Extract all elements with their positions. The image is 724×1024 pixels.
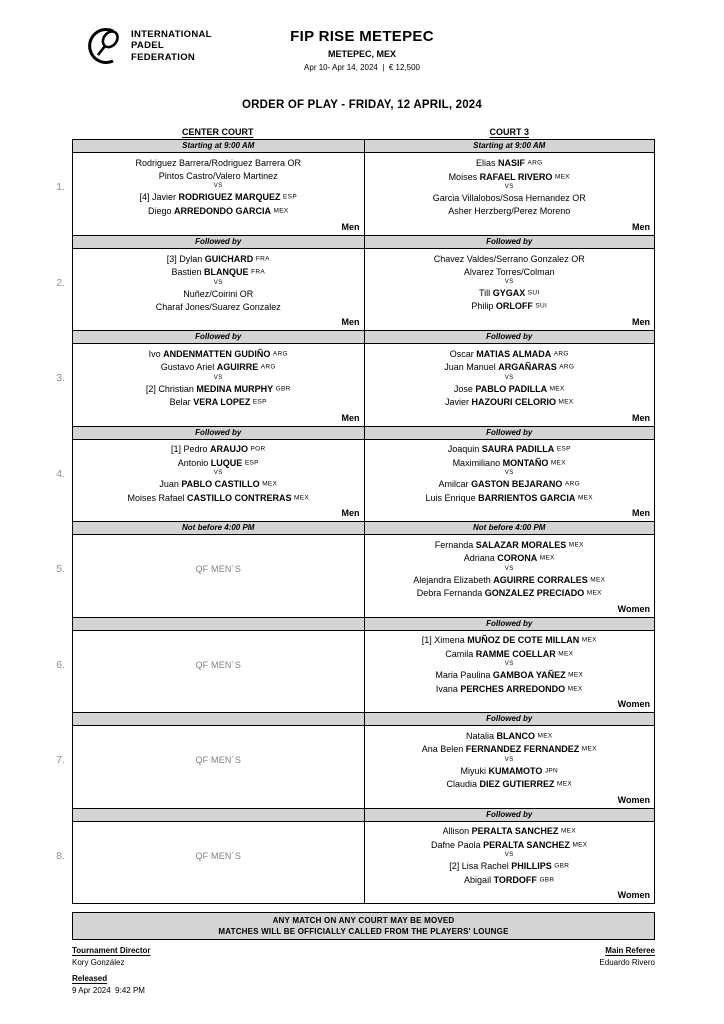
footer <box>72 946 655 995</box>
schedule-row <box>56 235 654 331</box>
player-line <box>436 683 583 696</box>
country-code: MEX <box>590 576 606 584</box>
player-firstname: [3] Dylan <box>166 253 205 264</box>
schedule-row <box>56 808 654 904</box>
notice-line: ANY MATCH ON ANY COURT MAY BE MOVED <box>272 916 455 925</box>
main-referee-name: Eduardo Rivero <box>599 958 655 967</box>
vs-label: VS <box>504 278 514 285</box>
player-lastname: GYGAX <box>492 287 526 298</box>
player-line <box>460 765 558 778</box>
player-lastname: PERCHES ARREDONDO <box>460 683 566 694</box>
vs-label: VS <box>504 184 514 191</box>
player-line <box>454 383 565 396</box>
player-lastname: PERALTA SANCHEZ <box>483 839 570 850</box>
match-body <box>365 726 655 795</box>
player-firstname: [2] Lisa Rachel <box>449 861 512 872</box>
match-cell <box>364 427 655 522</box>
country-code: ARG <box>272 350 288 358</box>
country-code: SUI <box>535 302 548 310</box>
match-placeholder: QF MEN´S <box>195 850 242 861</box>
player-firstname: Amilcar <box>438 479 472 490</box>
country-code: MEX <box>549 385 565 393</box>
player-lastname: KUMAMOTO <box>488 765 543 776</box>
match-time-header: Followed by <box>73 236 364 249</box>
match-cell <box>364 809 655 904</box>
player-line <box>127 492 309 505</box>
player-line <box>449 171 570 184</box>
row-number: 4. <box>56 467 65 480</box>
schedule-row <box>56 712 654 808</box>
match-cell <box>73 331 364 426</box>
player-firstname: Abigail <box>464 874 494 885</box>
player-firstname: Bastien <box>171 267 205 278</box>
qualifier-line: Alvarez Torres/Colman <box>463 266 555 277</box>
court-header-court-3: COURT 3 <box>489 127 529 137</box>
player-firstname: Luis Enrique <box>425 492 479 503</box>
player-firstname: Juan <box>159 479 182 490</box>
player-lastname: MUÑOZ DE COTE MILLAN <box>467 635 580 646</box>
player-firstname: Antonio <box>177 457 211 468</box>
match-body <box>73 535 364 604</box>
match-time-header: Followed by <box>73 427 364 440</box>
country-code: ESP <box>252 398 267 406</box>
player-lastname: TORDOFF <box>493 874 537 885</box>
qualifier-line: Garcia Villalobos/Sosa Hernandez OR <box>432 193 586 204</box>
schedule-row <box>56 617 654 713</box>
country-code: MEX <box>558 398 574 406</box>
player-line <box>172 266 265 279</box>
player-lastname: CORONA <box>497 553 538 564</box>
schedule-row <box>56 140 654 235</box>
player-line <box>464 874 554 887</box>
country-code: POR <box>250 445 266 453</box>
country-code: MEX <box>539 554 555 562</box>
player-firstname: Belar <box>169 397 194 408</box>
player-firstname: Dafne Paola <box>431 839 484 850</box>
player-lastname: CASTILLO CONTRERAS <box>187 492 292 503</box>
qualifier-line: Charaf Jones/Suarez Gonzalez <box>155 301 281 312</box>
player-lastname: GUICHARD <box>204 253 254 264</box>
player-firstname: Natalia <box>465 730 497 741</box>
match-body <box>365 249 655 318</box>
match-time-header: Starting at 9:00 AM <box>73 140 364 153</box>
player-lastname: RAFAEL RIVERO <box>479 171 553 182</box>
gender-label: Women <box>617 794 650 805</box>
gender-label: Men <box>341 221 360 232</box>
player-line <box>426 492 593 505</box>
player-line <box>450 348 569 361</box>
qualifier-line: Rodriguez Barrera/Rodriguez Barrera OR <box>135 158 302 169</box>
country-code: ARG <box>564 480 580 488</box>
player-firstname: Maximiliano <box>452 457 503 468</box>
player-line <box>443 825 576 838</box>
player-line <box>449 860 569 873</box>
player-line <box>479 287 539 300</box>
country-code: GBR <box>275 385 291 393</box>
player-line <box>446 778 572 791</box>
country-code: SUI <box>527 289 540 297</box>
country-code: MEX <box>273 207 289 215</box>
qualifier-line: Asher Herzberg/Perez Moreno <box>448 206 571 217</box>
match-cell <box>73 140 364 235</box>
order-of-play-title: ORDER OF PLAY - FRIDAY, 12 APRIL, 2024 <box>241 99 482 111</box>
row-number: 6. <box>56 658 65 671</box>
country-code: MEX <box>567 685 583 693</box>
player-firstname: Juan Manuel <box>444 362 499 373</box>
player-lastname: PABLO PADILLA <box>475 383 548 394</box>
match-body <box>365 822 655 891</box>
match-time-header: Followed by <box>365 331 655 344</box>
row-number: 8. <box>56 849 65 862</box>
player-lastname: BLANCO <box>496 730 535 741</box>
player-line <box>431 839 587 852</box>
player-lastname: ARREDONDO GARCIA <box>173 205 271 216</box>
player-lastname: SALAZAR MORALES <box>475 539 567 550</box>
player-line <box>445 396 574 409</box>
player-line <box>159 478 277 491</box>
match-time-header: Starting at 9:00 AM <box>365 140 655 153</box>
player-line <box>167 253 270 266</box>
player-line <box>148 205 289 218</box>
row-number: 5. <box>56 563 65 576</box>
schedule-row <box>56 521 654 617</box>
player-line <box>140 191 297 204</box>
player-lastname: HAZOURI CELORIO <box>471 397 556 408</box>
match-body <box>73 153 364 222</box>
match-time-header: Followed by <box>365 427 655 440</box>
match-cell <box>73 618 364 713</box>
main-referee-label: Main Referee <box>605 946 655 955</box>
released-datetime: 9 Apr 2024 9:42 PM <box>72 986 145 995</box>
player-firstname: Moises <box>448 171 480 182</box>
schedule-table <box>56 139 655 904</box>
tournament-title: FIP RISE METEPEC <box>290 28 434 45</box>
court-headers <box>72 127 655 137</box>
country-code: ESP <box>556 445 571 453</box>
ipf-logo-block <box>84 24 212 68</box>
player-firstname: Ivo <box>148 348 164 359</box>
player-line <box>417 587 602 600</box>
match-cell <box>364 522 655 617</box>
player-line <box>453 457 566 470</box>
player-line <box>413 574 605 587</box>
country-code: MEX <box>581 745 597 753</box>
match-cell <box>73 236 364 331</box>
footer-left <box>72 946 151 995</box>
logo-line: INTERNATIONAL <box>131 28 212 40</box>
player-line <box>149 348 288 361</box>
player-firstname: Miyuki <box>460 765 489 776</box>
match-time-header <box>73 809 364 822</box>
match-cell <box>364 331 655 426</box>
player-firstname: Diego <box>147 205 174 216</box>
notice-band <box>72 912 655 940</box>
match-body <box>73 440 364 509</box>
country-code: MEX <box>550 459 566 467</box>
country-code: JPN <box>544 767 559 775</box>
player-lastname: PABLO CASTILLO <box>181 479 260 490</box>
match-body <box>73 822 364 891</box>
player-line <box>464 552 555 565</box>
vs-label: VS <box>213 374 223 381</box>
match-body <box>73 631 364 700</box>
gender-label <box>73 699 364 712</box>
player-lastname: ORLOFF <box>495 301 533 312</box>
player-lastname: DIEZ GUTIERREZ <box>479 779 555 790</box>
court-header-center-court: CENTER COURT <box>182 127 254 137</box>
player-firstname: Ivana <box>435 683 461 694</box>
vs-label: VS <box>504 852 514 859</box>
player-line <box>422 634 597 647</box>
row-number: 2. <box>56 276 65 289</box>
player-lastname: ARAUJO <box>210 444 249 455</box>
country-code: MEX <box>558 650 574 658</box>
match-cell <box>364 618 655 713</box>
player-lastname: FERNANDEZ FERNANDEZ <box>465 744 580 755</box>
player-lastname: GAMBOA YAÑEZ <box>492 670 566 681</box>
player-firstname: Gustavo Ariel <box>160 362 217 373</box>
country-code: MEX <box>554 173 570 181</box>
player-lastname: AGUIRRE CORRALES <box>493 574 588 585</box>
country-code: MEX <box>568 671 584 679</box>
player-lastname: PERALTA SANCHEZ <box>471 826 559 837</box>
gender-label <box>73 604 364 617</box>
player-line <box>448 443 571 456</box>
player-firstname: Maria Paulina <box>435 670 493 681</box>
gender-label: Men <box>341 412 360 423</box>
player-lastname: GONZALEZ PRECIADO <box>484 588 585 599</box>
match-time-header: Followed by <box>365 713 655 726</box>
match-cell <box>364 140 655 235</box>
match-placeholder: QF MEN´S <box>195 564 242 575</box>
match-body <box>365 344 655 413</box>
player-line <box>439 478 580 491</box>
gender-label: Men <box>632 317 650 327</box>
country-code: MEX <box>568 541 584 549</box>
country-code: MEX <box>537 732 553 740</box>
player-firstname: Philip <box>471 301 496 312</box>
row-number: 1. <box>56 181 65 194</box>
player-lastname: GASTON BEJARANO <box>471 479 563 490</box>
player-line <box>435 669 583 682</box>
vs-label: VS <box>504 374 514 381</box>
player-firstname: Till <box>479 287 493 298</box>
match-body <box>365 153 655 222</box>
row-number: 3. <box>56 372 65 385</box>
match-body <box>365 440 655 509</box>
player-firstname: [1] Pedro <box>170 444 210 455</box>
player-lastname: MONTAÑO <box>502 457 549 468</box>
player-firstname: Joaquin <box>447 444 482 455</box>
player-lastname: LUQUE <box>210 457 243 468</box>
gender-label: Men <box>632 508 650 518</box>
player-lastname: AGUIRRE <box>216 362 259 373</box>
logo-line: PADEL <box>131 40 164 52</box>
gender-label: Women <box>617 603 650 614</box>
country-code: ARG <box>260 363 276 371</box>
player-lastname: ARGAÑARAS <box>498 362 557 373</box>
player-line <box>170 396 267 409</box>
gender-label: Men <box>632 221 650 232</box>
gender-label: Women <box>617 699 650 709</box>
vs-label: VS <box>213 183 223 190</box>
player-firstname: Fernanda <box>434 539 476 550</box>
ipf-logo-icon <box>84 24 124 68</box>
player-firstname: [4] Javier <box>139 192 179 203</box>
player-firstname: Ana Belen <box>421 744 466 755</box>
match-placeholder: QF MEN´S <box>195 659 242 670</box>
player-lastname: MATIAS ALMADA <box>476 348 552 359</box>
player-line <box>476 157 543 170</box>
vs-label: VS <box>504 756 514 763</box>
vs-label: VS <box>504 470 514 477</box>
player-firstname: Oscar <box>449 348 477 359</box>
player-firstname: Allison <box>442 826 472 837</box>
country-code: MEX <box>557 780 573 788</box>
gender-label: Men <box>341 508 360 518</box>
player-firstname: [2] Christian <box>145 383 197 394</box>
player-firstname: [1] Ximena <box>421 635 468 646</box>
tournament-director-label: Tournament Director <box>72 946 151 955</box>
footer-right <box>599 946 655 995</box>
player-lastname: RODRIGUEZ MARQUEZ <box>178 192 281 203</box>
match-placeholder: QF MEN´S <box>195 755 242 766</box>
match-body <box>73 726 364 795</box>
released-label: Released <box>72 974 108 983</box>
match-time-header: Followed by <box>73 331 364 344</box>
country-code: MEX <box>586 589 602 597</box>
country-code: GBR <box>554 862 570 870</box>
player-lastname: BARRIENTOS GARCIA <box>478 492 576 503</box>
tournament-location: METEPEC, MEX <box>327 49 396 59</box>
player-firstname: Debra Fernanda <box>416 588 485 599</box>
schedule-row <box>56 426 654 522</box>
player-line <box>435 539 584 552</box>
match-time-header: Followed by <box>365 236 655 249</box>
vs-label: VS <box>213 470 223 477</box>
match-time-header: Followed by <box>365 809 655 822</box>
player-firstname: Claudia <box>446 779 480 790</box>
player-firstname: Alejandra Elizabeth <box>413 574 494 585</box>
player-lastname: BLANQUE <box>204 267 249 278</box>
vs-label: VS <box>213 279 223 286</box>
gender-label <box>73 890 364 903</box>
country-code: ARG <box>527 159 543 167</box>
match-body <box>73 344 364 413</box>
player-line <box>171 443 266 456</box>
player-line <box>471 300 547 313</box>
match-body <box>365 631 655 700</box>
country-code: FRA <box>251 268 265 276</box>
player-line <box>466 730 553 743</box>
country-code: ARG <box>559 363 575 371</box>
player-firstname: Jose <box>453 383 476 394</box>
player-lastname: PHILLIPS <box>511 861 552 872</box>
qualifier-line: Pintos Castro/Valero Martinez <box>158 171 278 182</box>
country-code: ESP <box>283 193 297 201</box>
country-code: GBR <box>539 876 555 884</box>
player-lastname: RAMME COELLAR <box>475 648 556 659</box>
country-code: ESP <box>244 459 259 467</box>
country-code: MEX <box>294 494 310 502</box>
player-firstname: Moises Rafael <box>127 492 187 503</box>
match-time-header: Followed by <box>365 618 655 631</box>
country-code: MEX <box>262 480 278 488</box>
country-code: MEX <box>572 841 588 849</box>
notice-line: MATCHES WILL BE OFFICIALLY CALLED FROM THE PLAYERS' LOUNGE <box>218 927 509 936</box>
match-time-header: Not before 4:00 PM <box>73 522 364 535</box>
player-lastname: SAURA PADILLA <box>481 444 555 455</box>
country-code: FRA <box>255 255 270 263</box>
match-time-header: Not before 4:00 PM <box>365 522 655 535</box>
player-lastname: ANDENMATTEN GUDIÑO <box>163 348 271 359</box>
player-line <box>146 383 291 396</box>
logo-line: FEDERATION <box>131 51 196 63</box>
country-code: ARG <box>553 350 569 358</box>
match-time-header <box>73 713 364 726</box>
player-lastname: NASIF <box>498 158 525 169</box>
player-firstname: Javier <box>444 397 472 408</box>
vs-label: VS <box>504 661 514 668</box>
player-firstname: Camila <box>445 648 476 659</box>
match-body <box>73 249 364 318</box>
player-line <box>161 361 276 374</box>
country-code: MEX <box>581 636 597 644</box>
qualifier-line: Nuñez/Coirini OR <box>183 288 254 299</box>
country-code: MEX <box>560 827 576 835</box>
gender-label: Men <box>341 317 360 327</box>
match-body <box>365 535 655 604</box>
player-line <box>445 648 573 661</box>
schedule-row <box>56 330 654 426</box>
match-cell <box>73 522 364 617</box>
tournament-dates: Apr 10- Apr 14, 2024 | € 12,500 <box>304 63 420 72</box>
player-line <box>422 743 597 756</box>
match-time-header <box>73 618 364 631</box>
match-cell <box>364 713 655 808</box>
tournament-director-name: Kory González <box>72 958 125 967</box>
country-code: MEX <box>577 494 593 502</box>
player-lastname: VERA LOPEZ <box>193 397 251 408</box>
match-cell <box>73 427 364 522</box>
match-cell <box>73 713 364 808</box>
vs-label: VS <box>504 565 514 572</box>
match-cell <box>73 809 364 904</box>
player-lastname: MEDINA MURPHY <box>196 383 274 394</box>
gender-label <box>73 795 364 808</box>
player-line <box>178 457 259 470</box>
row-number: 7. <box>56 754 65 767</box>
qualifier-line: Chavez Valdes/Serrano Gonzalez OR <box>433 253 585 264</box>
gender-label: Women <box>617 890 650 900</box>
gender-label: Men <box>632 412 650 423</box>
match-cell <box>364 236 655 331</box>
player-firstname: Elias <box>475 158 498 169</box>
player-firstname: Adriana <box>463 553 498 564</box>
player-line <box>444 361 574 374</box>
ipf-logo-text <box>131 29 212 63</box>
